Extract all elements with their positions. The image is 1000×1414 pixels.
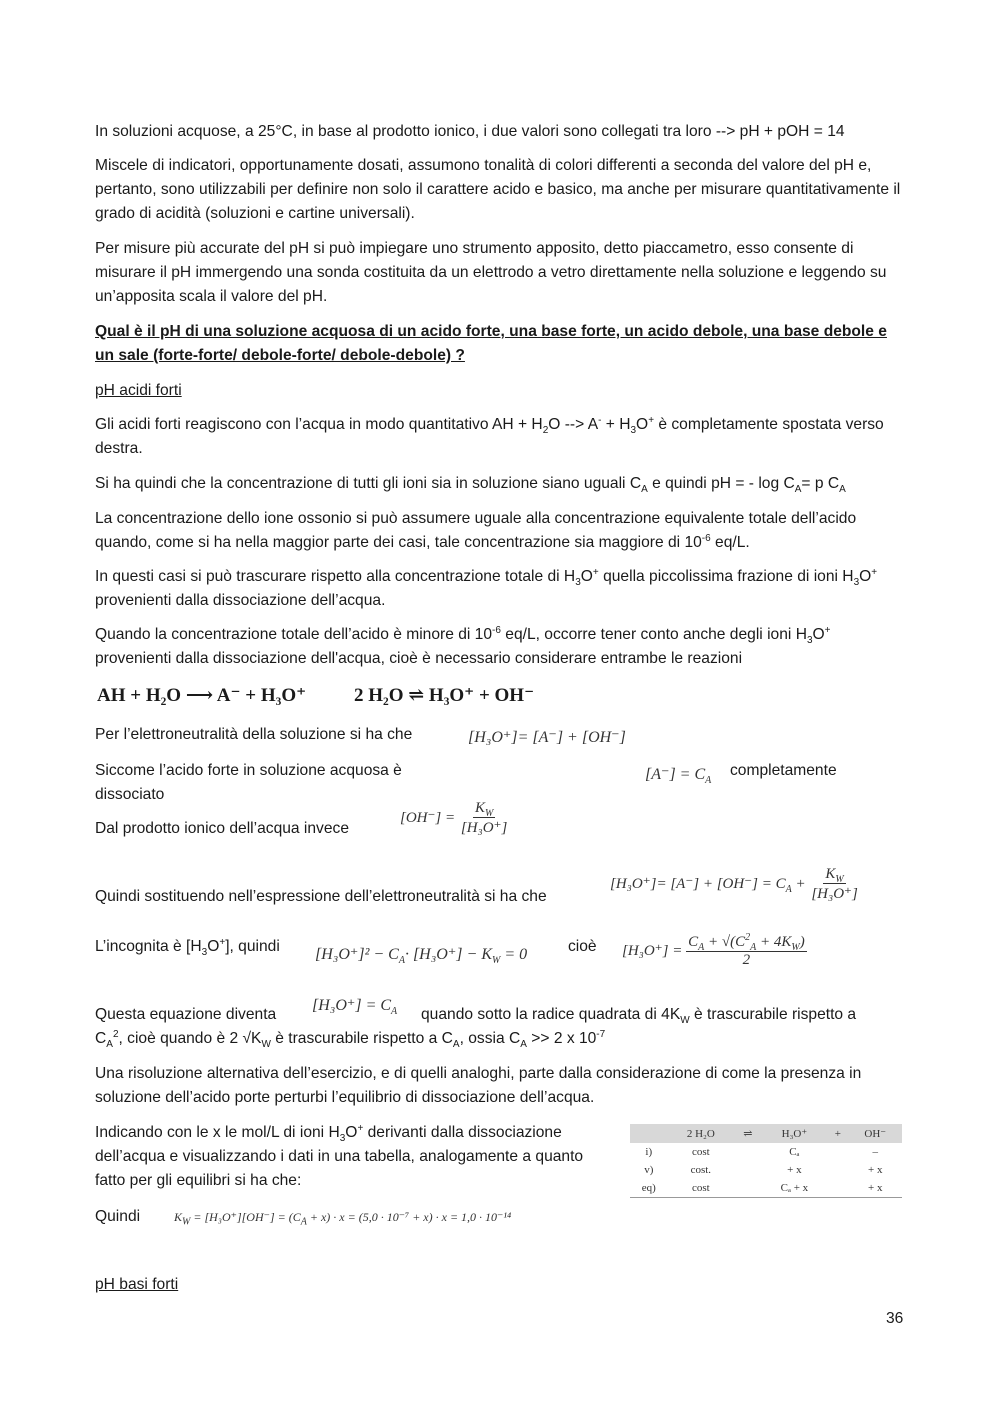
- table-cell: –: [872, 1146, 878, 1158]
- table-header-cell: +: [827, 1124, 848, 1143]
- table-cell: [734, 1143, 762, 1161]
- table-cell: [734, 1161, 762, 1179]
- table-cell: [827, 1161, 848, 1179]
- table-cell: + x: [848, 1179, 902, 1198]
- table-row: [630, 1179, 902, 1198]
- strong-acid-label: Siccome l’acido forte in soluzione acquosa è dissociato: [95, 762, 402, 803]
- ionic-product-label: Dal prodotto ionico dell’acqua invece: [95, 820, 349, 837]
- fraction-quadratic-solution: $\frac{C_A + √(C^2_A + 4K_W)}{2}$: [688, 932, 805, 968]
- table-cell: eq): [630, 1179, 668, 1198]
- table-cell: cost: [668, 1179, 735, 1198]
- table-row: [630, 1161, 902, 1179]
- electroneutrality-label: Per l’elettroneutralità della soluzione si ha che: [95, 726, 413, 743]
- equation-quadratic: $[H_3O^+]^2 - C_A\cdot [H_3O^+] - K_W = 0$: [315, 946, 528, 967]
- page-number: 36: [886, 1310, 904, 1327]
- becomes-condition-line2: $C_A^2$, cioè quando è 2 $√K_W$ è trascurabile rispetto a $C_A$, ossia $C_A >> 2$ x $10^{-7}$: [95, 1028, 606, 1051]
- paragraph-oxonium: La concentrazione dello ione ossonio si può assumere uguale alla concentrazione equivalente totale dell’acido quando, come si ha nella maggior parte dei casi, tale concentrazione sia maggiore di $10^{-6}$ eq/L.: [95, 510, 857, 551]
- equation-anion-concentration: $[A^-] = C_A$: [645, 766, 712, 787]
- quindi-label: Quindi: [95, 1208, 141, 1225]
- equation-electroneutrality: [H₃O⁺]= [A⁻] + [OH⁻]: [468, 729, 626, 746]
- paragraph-ion-concentration: Si ha quindi che la concentrazione di tutti gli ioni sia in soluzione siano uguali $C_A$ e quindi pH = - $\log C_A= p$ $C_A$: [95, 475, 846, 496]
- table-cell: Cₐ + x: [762, 1179, 828, 1198]
- unknown-label: L’incognita è $[H_3O^+]$, quindi: [95, 936, 280, 959]
- table-cell: cost.: [690, 1164, 712, 1176]
- table-row: [630, 1143, 902, 1161]
- cioe-label: cioè: [568, 938, 597, 955]
- intro-paragraph-phmeter: Per misure più accurate del pH si può impiegare uno strumento apposito, detto piaccametro, esso consente di misurare il pH immergendo una sonda costituita da un elettrodo a vetro direttamente nella soluzione e leggendo su un’apposita scala il valore del pH.: [95, 240, 887, 305]
- indicating-paragraph: Indicando con le x le mol/L di ioni $H_3O^+$ derivanti dalla dissociazione dell’acqua e visualizzando i dati in una tabella, analogamente a quanto fatto per gli equilibri si ha che:: [95, 1122, 584, 1189]
- table-cell: v): [644, 1164, 654, 1176]
- section-heading-strong-bases: pH basi forti: [95, 1276, 179, 1293]
- substitution-label: Quindi sostituendo nell’espressione dell’elettroneutralità si ha che: [95, 888, 547, 905]
- table-cell: cost: [691, 1146, 710, 1158]
- table-cell: [827, 1143, 848, 1161]
- becomes-label: Questa equazione diventa: [95, 1006, 277, 1023]
- table-cell: [734, 1179, 762, 1198]
- table-header-cell: ⇌: [734, 1124, 762, 1143]
- table-header-cell: 2 H₂O: [668, 1124, 735, 1143]
- paragraph-strong-acids-reaction: Gli acidi forti reagiscono con l’acqua in modo quantitativo AH + $H_2O$ --> $A^- + H_3O^+$ è completamente spostata verso destra.: [95, 414, 884, 457]
- question-heading: Qual è il pH di una soluzione acquosa di un acido forte, una base forte, un acido debole, una base debole e un sale (forte-forte/ debole-forte/ debole-debole) ?: [95, 323, 887, 364]
- equilibrium-table: [630, 1124, 902, 1198]
- table-cell: + x: [787, 1164, 802, 1176]
- alternative-resolution-paragraph: Una risoluzione alternativa dell’esercizio, e di quelli analoghi, parte dalla considerazione di come la presenza in soluzione dell’acido porte perturbi l’equilibrio di dissociazione dell’acqua.: [95, 1065, 862, 1106]
- fraction-kw-over-h3o-2: $\frac{K_W}{\text{[H₃O⁺]}}$: [811, 866, 858, 902]
- equation-kw-expansion: $K_W = [H_3O^+][OH^-] = (C_A + x) \cdot x = (5,0 \cdot 10^{-7} + x) \cdot x = 1,0 \cdot 10^{-14}$: [174, 1210, 512, 1228]
- table-cell: [827, 1179, 848, 1198]
- fraction-kw-over-h3o: $\frac{K_W}{\text{[H₃O⁺]}}$: [460, 800, 508, 836]
- table-cell: + x: [868, 1164, 883, 1176]
- paragraph-low-concentration: Quando la concentrazione totale dell’acido è minore di $10^{-6}$ eq/L, occorre tener conto anche degli ioni $H_3O^+$ provenienti dalla dissociazione dell'acqua, cioè è necessario considerare entrambe le reazioni: [95, 624, 831, 667]
- equation-hydroxide: [OH⁻] = $\frac{K_W}{\text{[H₃O⁺]}}$: [400, 800, 508, 836]
- table-header-cell: OH⁻: [848, 1124, 902, 1143]
- intro-paragraph-indicators: Miscele di indicatori, opportunamente dosati, assumono tonalità di colori differenti a seconda del valore del pH e, pertanto, sono utilizzabili per definire non solo il carattere acido e basico, ma anche per misurare quantitativamente il grado di acidità (soluzioni e cartine universali).: [95, 157, 901, 222]
- equation-approximation: $[H_3O^+] = C_A$: [312, 997, 398, 1018]
- reaction-water-autoionization: 2 H₂O ⇌ H₃O⁺ + OH⁻: [354, 685, 535, 706]
- table-header-row: [630, 1124, 902, 1143]
- intro-line: In soluzioni acquose, a 25°C, in base al prodotto ionico, i due valori sono collegati tra loro --> pH + pOH = 14: [95, 123, 845, 140]
- equation-substitution: $[H_3O^+]= [A^-] + [OH^-] = C_A$ + $\frac{K_W}{\text{[H₃O⁺]}}$: [610, 866, 858, 902]
- completely-label: completamente: [730, 762, 837, 779]
- table-cell: i): [645, 1146, 653, 1158]
- equation-solution: [H₃O⁺] = $\frac{C_A + √(C^2_A + 4K_W)}{2}$: [622, 932, 805, 968]
- section-heading-strong-acids: pH acidi forti: [95, 382, 182, 399]
- paragraph-negligible: In questi casi si può trascurare rispetto alla concentrazione totale di $H_3O^+$ quella piccolissima frazione di ioni $H_3O^+$ provenienti dalla dissociazione dell’acqua.: [95, 566, 878, 609]
- reaction-acid-dissociation: AH + H₂O ⟶ A⁻ + H₃O⁺: [97, 685, 307, 706]
- table-header-cell: H₃O⁺: [762, 1124, 828, 1143]
- table-header-cell: [630, 1124, 668, 1143]
- table-cell: Cₐ: [789, 1146, 800, 1158]
- becomes-condition: quando sotto la radice quadrata di $4K_W$ è trascurabile rispetto a: [421, 1006, 857, 1027]
